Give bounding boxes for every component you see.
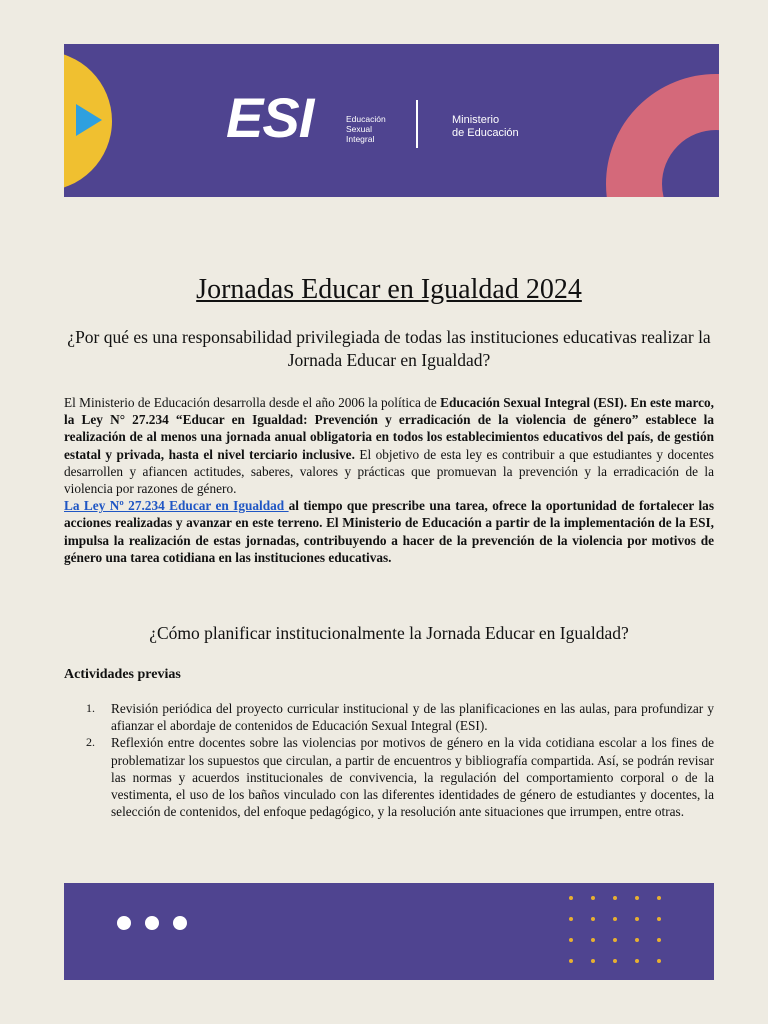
play-icon [76, 104, 102, 136]
grid-dot [613, 917, 617, 921]
grid-dot [657, 917, 661, 921]
list-number: 2. [86, 735, 95, 750]
grid-dot [613, 959, 617, 963]
list-item-text: Revisión periódica del proyecto curricular institucional y de las planificaciones en las aulas, para profundizar y afianzar el abordaje de contenidos de Educación Sexual Integral (ESI). [111, 701, 714, 734]
grid-dot [613, 896, 617, 900]
footer-banner [64, 883, 714, 980]
list-item-text: Reflexión entre docentes sobre las violencias por motivos de género en la vida cotidiana escolar a los fines de problematizar los supuestos que circulan, a partir de encuentros y bibliografía compartida. Así, se podrán revisar las normas y acuerdos institucionales de convivencia, la regulación del comportamiento corporal o de la vestimenta, el uso de los baños vinculado con las diferentes identidades de género de estudiantes y docentes, la selección de contenidos, del enfoque pedagógico, y la resolución ante situaciones que irrumpen, entre otras. [111, 735, 714, 820]
header-banner [64, 44, 719, 197]
esi-logo-subtitle [346, 114, 426, 144]
grid-dot [569, 959, 573, 963]
logo-subtitle-line: Educación [346, 114, 386, 124]
intro-text: El Ministerio de Educación desarrolla desde el año 2006 la política de [64, 395, 441, 410]
intro-bold-text: Educación Sexual Integral (ESI). En este marco, la Ley N° 27.234 “Educar en Igualdad: Prevención y erradicación de la violencia de género” establece la realización de al menos una jornada anual obligatoria en todos los establecimientos educativos del país, de gestión estatal y privada, hasta el nivel terciario inclusive. [64, 395, 714, 462]
intro-text-end: El objetivo de esta ley es contribuir a que estudiantes y docentes desarrollen y afiancen actitudes, saberes, valores y prácticas que promuevan la prevención y la erradicación de la violencia por razones de género. [64, 446, 714, 497]
planning-question: ¿Cómo planificar institucionalmente la Jornada Educar en Igualdad? [149, 623, 629, 643]
grid-dot [569, 917, 573, 921]
grid-dot [657, 896, 661, 900]
list-item [64, 734, 714, 820]
grid-dot [657, 938, 661, 942]
grid-dot [657, 959, 661, 963]
list-item [64, 700, 714, 734]
subtitle-question: ¿Por qué es una responsabilidad privilegiada de todas las instituciones educativas realizar la Jornada Educar en Igualdad? [67, 327, 711, 370]
paragraph-law [64, 497, 714, 566]
grid-dot [591, 959, 595, 963]
ministry-logo-text [452, 114, 519, 140]
section-heading: Actividades previas [64, 667, 181, 682]
ministry-line: de Educación [452, 127, 519, 139]
logo-subtitle-line: Integral [346, 134, 375, 144]
grid-dot [569, 938, 573, 942]
grid-dot [569, 896, 573, 900]
pink-arc-decoration [606, 74, 719, 197]
activity-list [64, 700, 714, 820]
grid-dot [591, 917, 595, 921]
page-title: Jornadas Educar en Igualdad 2024 [196, 274, 582, 305]
white-dot-decoration [173, 916, 187, 930]
logo-divider [416, 100, 418, 148]
white-dot-decoration [145, 916, 159, 930]
grid-dot [635, 938, 639, 942]
grid-dot [613, 938, 617, 942]
ministry-line: Ministerio [452, 114, 500, 126]
grid-dot [635, 917, 639, 921]
law-text: al tiempo que prescribe una tarea, ofrece la oportunidad de fortalecer las acciones realizadas y avanzar en este terreno. El Ministerio de Educación a partir de la implementación de la ESI, impulsa la realización de estas jornadas, contribuyendo a hacer de la prevención de la violencia por motivos de género una tarea cotidiana en las instituciones educativas. [64, 498, 715, 565]
body-text [64, 394, 714, 566]
grid-dot [591, 938, 595, 942]
grid-dot [635, 959, 639, 963]
white-dot-decoration [117, 916, 131, 930]
logo-subtitle-line: Sexual [346, 124, 372, 134]
paragraph-intro [64, 394, 714, 497]
grid-dot [591, 896, 595, 900]
grid-dot [635, 896, 639, 900]
esi-logo: ESI [226, 86, 314, 149]
list-number: 1. [86, 701, 95, 715]
law-link[interactable]: La Ley Nº 27.234 Educar en Igualdad [64, 498, 289, 514]
